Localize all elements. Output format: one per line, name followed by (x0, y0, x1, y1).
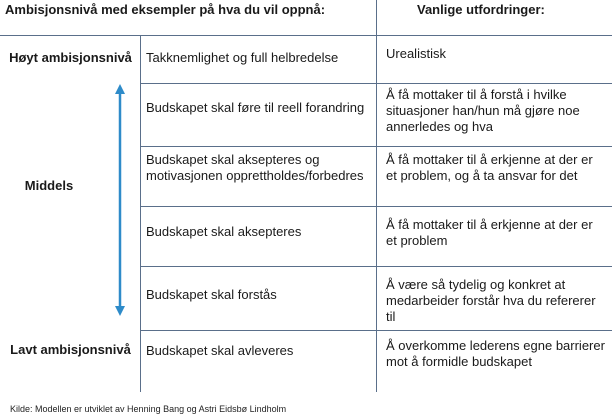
challenge-cell: Å få mottaker til å forstå i hvilke situasjoner han/hun må gjøre noe annerledes og hva (386, 87, 580, 134)
divider-row (140, 83, 612, 84)
challenge-cell: Å være så tydelig og konkret at medarbeider forstår hva du refererer til (386, 277, 596, 324)
left-column-header: Ambisjonsnivå med eksempler på hva du vil oppnå: (5, 2, 326, 17)
double-arrow-icon (110, 84, 130, 316)
level-low-label: Lavt ambisjonsnivå (10, 342, 131, 357)
challenge-cell: Urealistisk (386, 46, 446, 61)
divider-vertical-main (376, 0, 377, 392)
divider-row (140, 266, 612, 267)
divider-row (140, 146, 612, 147)
goal-cell: Budskapet skal aksepteres og motivasjonen opprettholdes/forbedres (146, 152, 364, 183)
divider-header (0, 35, 612, 36)
goal-cell: Budskapet skal avleveres (146, 343, 294, 358)
goal-cell: Budskapet skal forstås (146, 287, 277, 302)
divider-row (140, 330, 612, 331)
goal-cell: Budskapet skal aksepteres (146, 224, 302, 239)
level-high-label: Høyt ambisjonsnivå (9, 50, 132, 65)
goal-cell: Budskapet skal føre til reell forandring (146, 100, 365, 115)
challenge-cell: Å få mottaker til å erkjenne at der er et problem, og å ta ansvar for det (386, 152, 593, 183)
challenge-cell: Å få mottaker til å erkjenne at der er et problem (386, 217, 593, 248)
source-caption: Kilde: Modellen er utviklet av Henning Bang og Astri Eidsbø Lindholm (10, 404, 287, 414)
challenge-cell: Å overkomme lederens egne barrierer mot å formidle budskapet (386, 338, 605, 369)
right-column-header: Vanlige utfordringer: (417, 2, 545, 17)
goal-cell: Takknemlighet og full helbredelse (146, 50, 339, 65)
level-middle-label: Middels (24, 178, 74, 193)
divider-row (140, 206, 612, 207)
divider-vertical-inner (140, 36, 141, 392)
